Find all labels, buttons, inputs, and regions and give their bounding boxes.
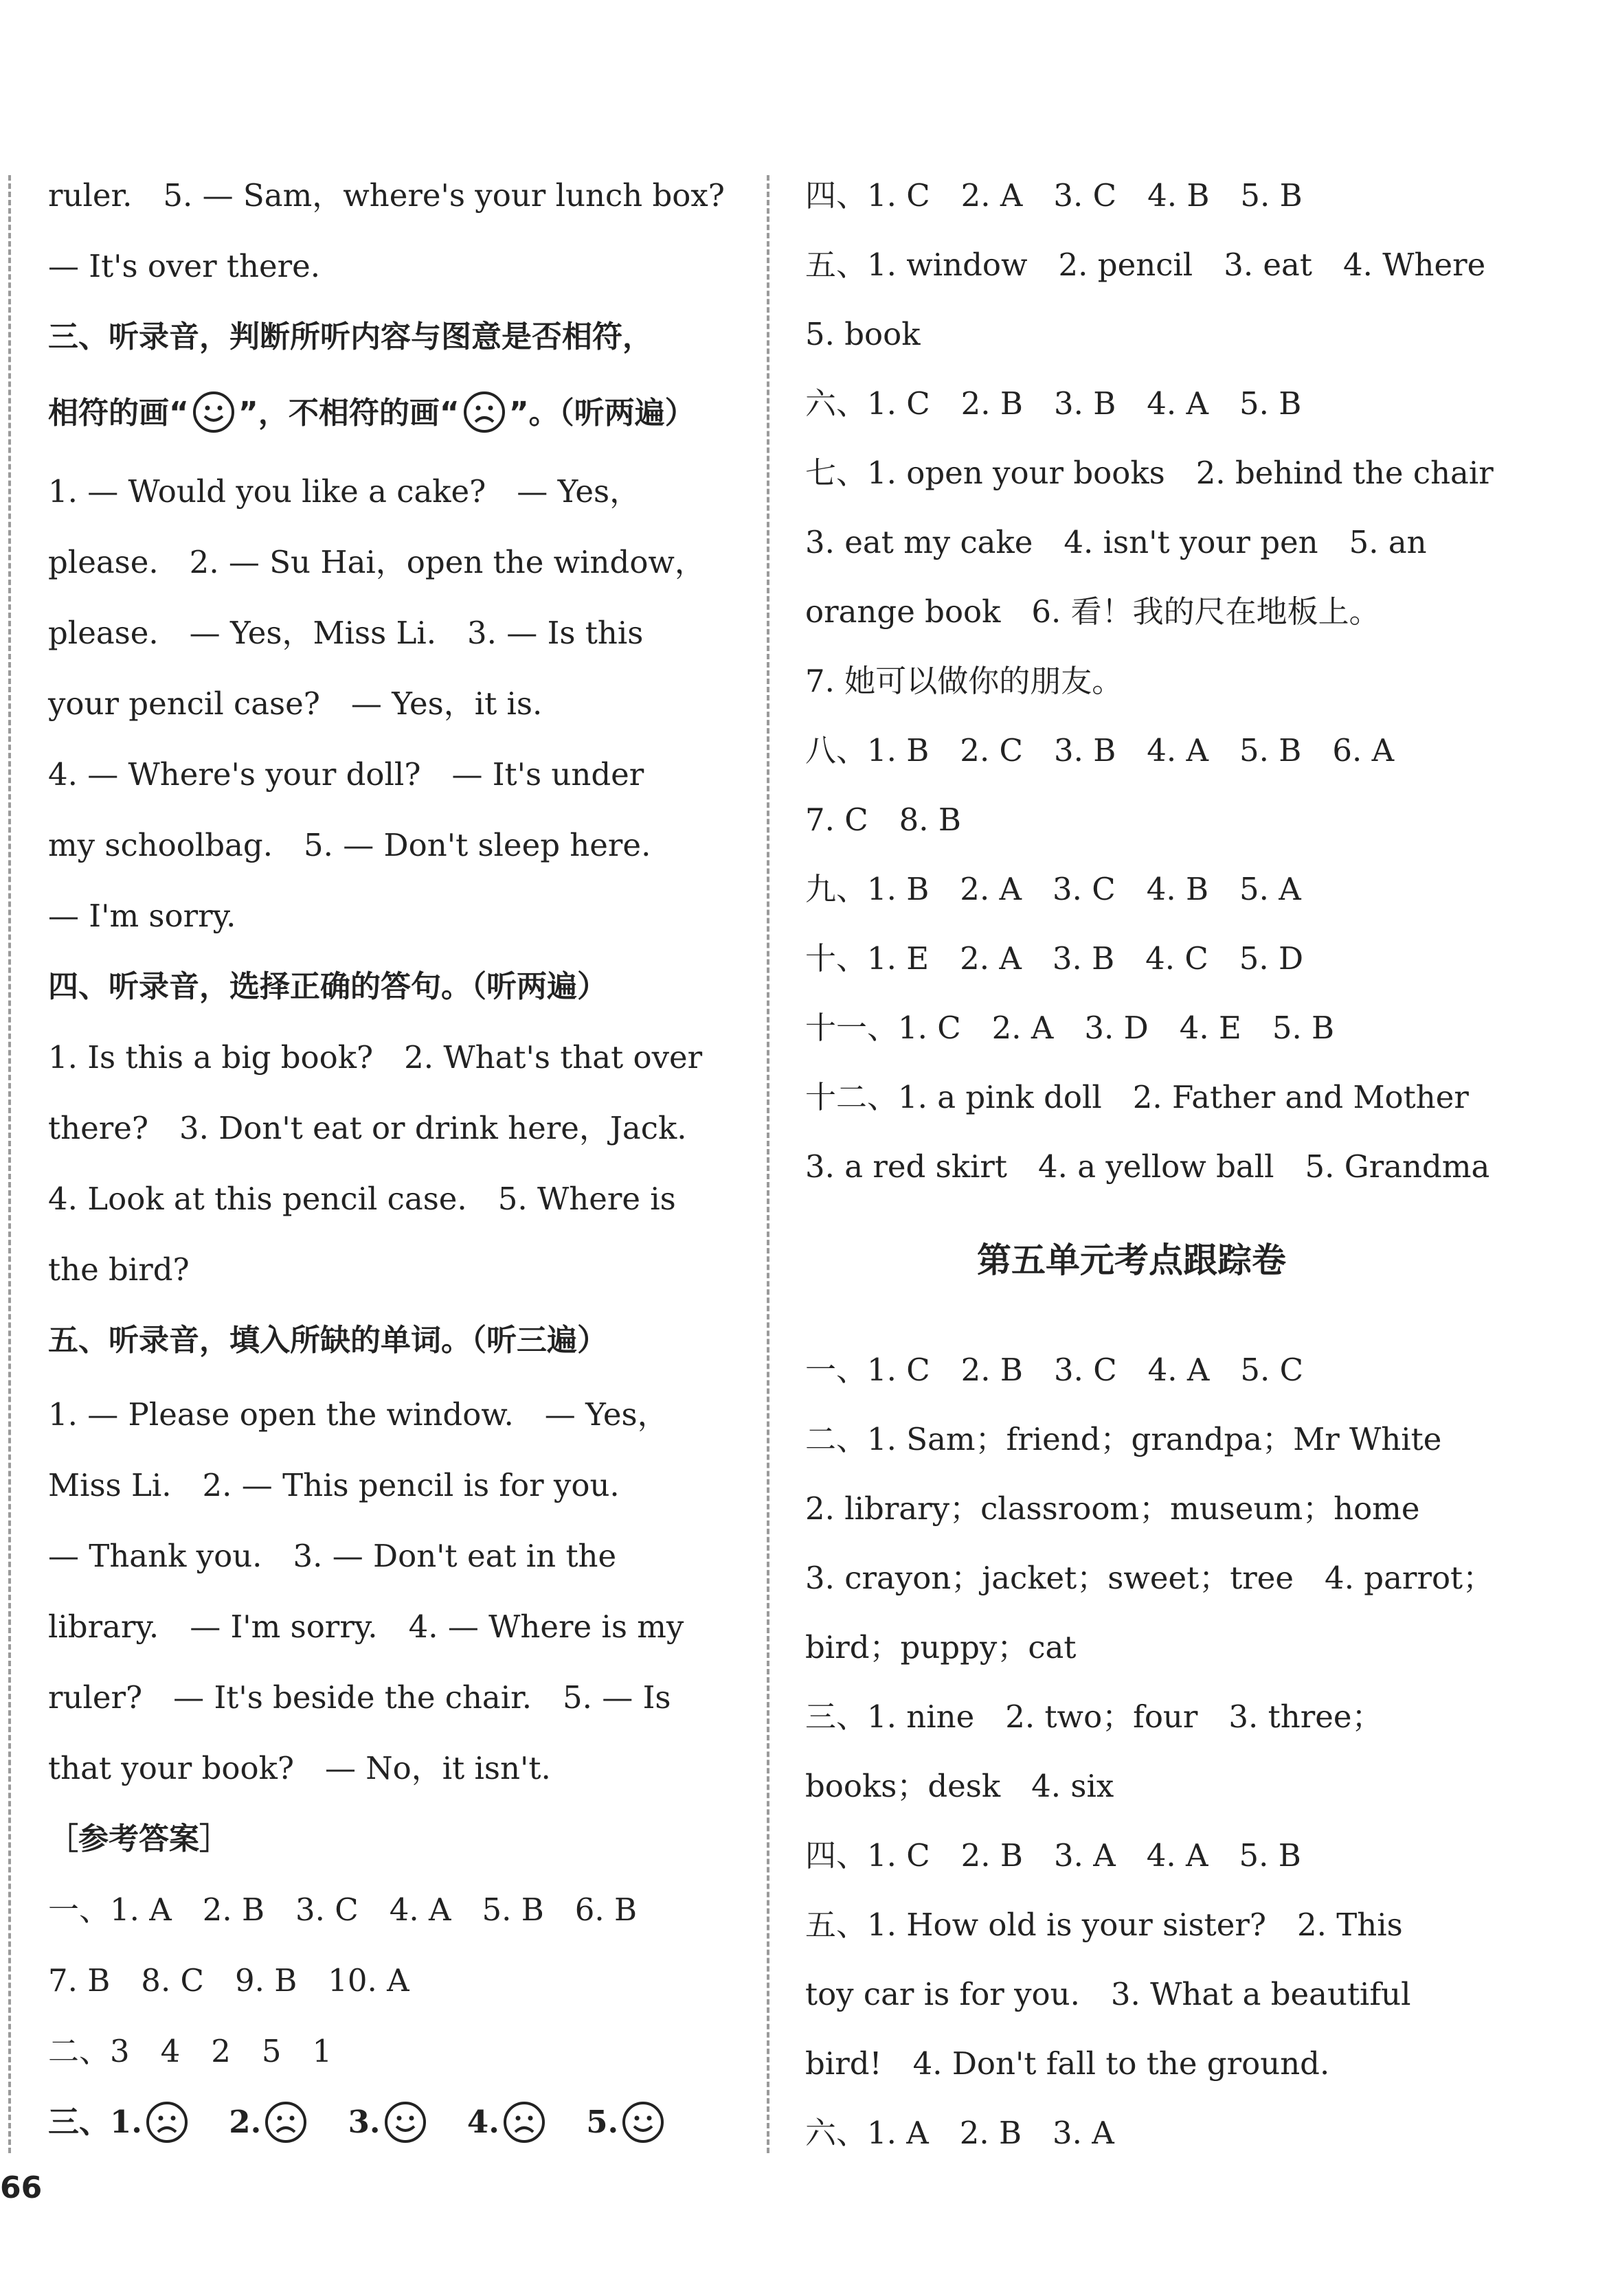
text-line: — It's over there. (48, 248, 321, 284)
left-margin-rule (8, 175, 11, 2153)
text-line: Miss Li. 2. — This pencil is for you. (48, 1467, 620, 1503)
text-line: please. — Yes，Miss Li. 3. — Is this (48, 615, 644, 651)
answer-line: bird；puppy；cat (805, 1629, 1077, 1666)
answer-line: 3. a red skirt 4. a yellow ball 5. Grandma (805, 1148, 1490, 1185)
answer-label: 5. (586, 2104, 619, 2140)
answer-line: bird! 4. Don't fall to the ground. (805, 2045, 1330, 2082)
sad-face-icon (145, 2100, 189, 2144)
text-line: ruler. 5. — Sam，where's your lunch box? (48, 177, 725, 214)
page-number: 66 (0, 2170, 43, 2205)
answer-line: 3. crayon；jacket；sweet；tree 4. parrot； (805, 1560, 1494, 1596)
answer-line: 十二、1. a pink doll 2. Father and Mother (805, 1079, 1469, 1115)
section-heading: 三、听录音，判断所听内容与图意是否相符， (48, 319, 653, 354)
answer-line: 六、1. C 2. B 3. B 4. A 5. B (805, 385, 1302, 422)
section-heading (48, 393, 695, 434)
answer-line: 5. book (805, 316, 921, 352)
answer-line: 一、1. C 2. B 3. C 4. A 5. C (805, 1352, 1304, 1388)
answer-line: 三、1. nine 2. two；four 3. three； (805, 1698, 1383, 1735)
sad-face-icon (264, 2100, 308, 2144)
answer-line: 十一、1. C 2. A 3. D 4. E 5. B (805, 1010, 1335, 1046)
text-line: 1. Is this a big book? 2. What's that over (48, 1039, 703, 1076)
smiley-face-icon (192, 390, 236, 434)
answer-line: toy car is for you. 3. What a beautiful (805, 1976, 1411, 2012)
answer-line: 二、3 4 2 5 1 (48, 2033, 333, 2069)
answer-line: 五、1. window 2. pencil 3. eat 4. Where (805, 247, 1486, 283)
smiley-face-icon (383, 2100, 427, 2144)
text-line: the bird? (48, 1251, 190, 1288)
answer-label: 2. (229, 2104, 262, 2140)
text-line: 4. — Where's your doll? — It's under (48, 756, 644, 793)
sad-face-icon (462, 390, 506, 434)
text-line: your pencil case? — Yes，it is. (48, 685, 543, 722)
answer-line: 3. eat my cake 4. isn't your pen 5. an (805, 524, 1427, 560)
answer-line: 九、1. B 2. A 3. C 4. B 5. A (805, 871, 1301, 907)
text-line: — I'm sorry. (48, 898, 236, 934)
text-line: 1. — Please open the window. — Yes， (48, 1396, 668, 1433)
answer-line: 一、1. A 2. B 3. C 4. A 5. B 6. B (48, 1891, 638, 1928)
answer-label: 4. (466, 2104, 499, 2140)
answer-label: 3. (348, 2104, 381, 2140)
text-line: that your book? — No，it isn't. (48, 1750, 551, 1786)
answer-line: 七、1. open your books 2. behind the chair (805, 455, 1494, 491)
text-line: 1. — Would you like a cake? — Yes， (48, 473, 641, 510)
section-heading: 五、听录音，填入所缺的单词。（听三遍） (48, 1323, 607, 1358)
text-line: — Thank you. 3. — Don't eat in the (48, 1538, 617, 1574)
answer-line: 四、1. C 2. A 3. C 4. B 5. B (805, 177, 1303, 214)
answer-line: 六、1. A 2. B 3. A (805, 2115, 1114, 2151)
answer-line: 十、1. E 2. A 3. B 4. C 5. D (805, 940, 1304, 977)
answer-line: 四、1. C 2. B 3. A 4. A 5. B (805, 1837, 1301, 1874)
text-line: 4. Look at this pencil case. 5. Where is (48, 1181, 676, 1217)
section-heading: 四、听录音，选择正确的答句。（听两遍） (48, 969, 607, 1004)
heading-text: ”，不相符的画“ (238, 396, 460, 431)
answer-line: 7. 她可以做你的朋友。 (805, 663, 1123, 699)
answer-key-heading: ［参考答案］ (48, 1821, 229, 1856)
heading-text: 相符的画“ (48, 396, 189, 431)
answer-line: 2. library；classroom；museum；home (805, 1490, 1420, 1527)
answer-line: 五、1. How old is your sister? 2. This (805, 1907, 1403, 1943)
text-line: please. 2. — Su Hai，open the window， (48, 544, 706, 580)
column-divider (767, 175, 769, 2153)
answer-line: 7. B 8. C 9. B 10. A (48, 1962, 409, 1999)
answer-line-faces (48, 2102, 668, 2143)
unit-title: 第五单元考点跟踪卷 (977, 1240, 1286, 1280)
answer-line: 八、1. B 2. C 3. B 4. A 5. B 6. A (805, 732, 1395, 769)
answer-label: 三、1. (48, 2104, 142, 2140)
text-line: there? 3. Don't eat or drink here，Jack. (48, 1110, 687, 1146)
smiley-face-icon (621, 2100, 665, 2144)
heading-text: ”。（听两遍） (508, 396, 695, 431)
answer-line: books；desk 4. six (805, 1768, 1114, 1804)
sad-face-icon (502, 2100, 546, 2144)
answer-line: orange book 6. 看！我的尺在地板上。 (805, 593, 1380, 630)
answer-line: 7. C 8. B (805, 802, 961, 838)
text-line: library. — I'm sorry. 4. — Where is my (48, 1609, 684, 1645)
text-line: my schoolbag. 5. — Don't sleep here. (48, 827, 651, 863)
text-line: ruler? — It's beside the chair. 5. — Is (48, 1679, 671, 1716)
answer-line: 二、1. Sam；friend；grandpa；Mr White (805, 1421, 1442, 1457)
